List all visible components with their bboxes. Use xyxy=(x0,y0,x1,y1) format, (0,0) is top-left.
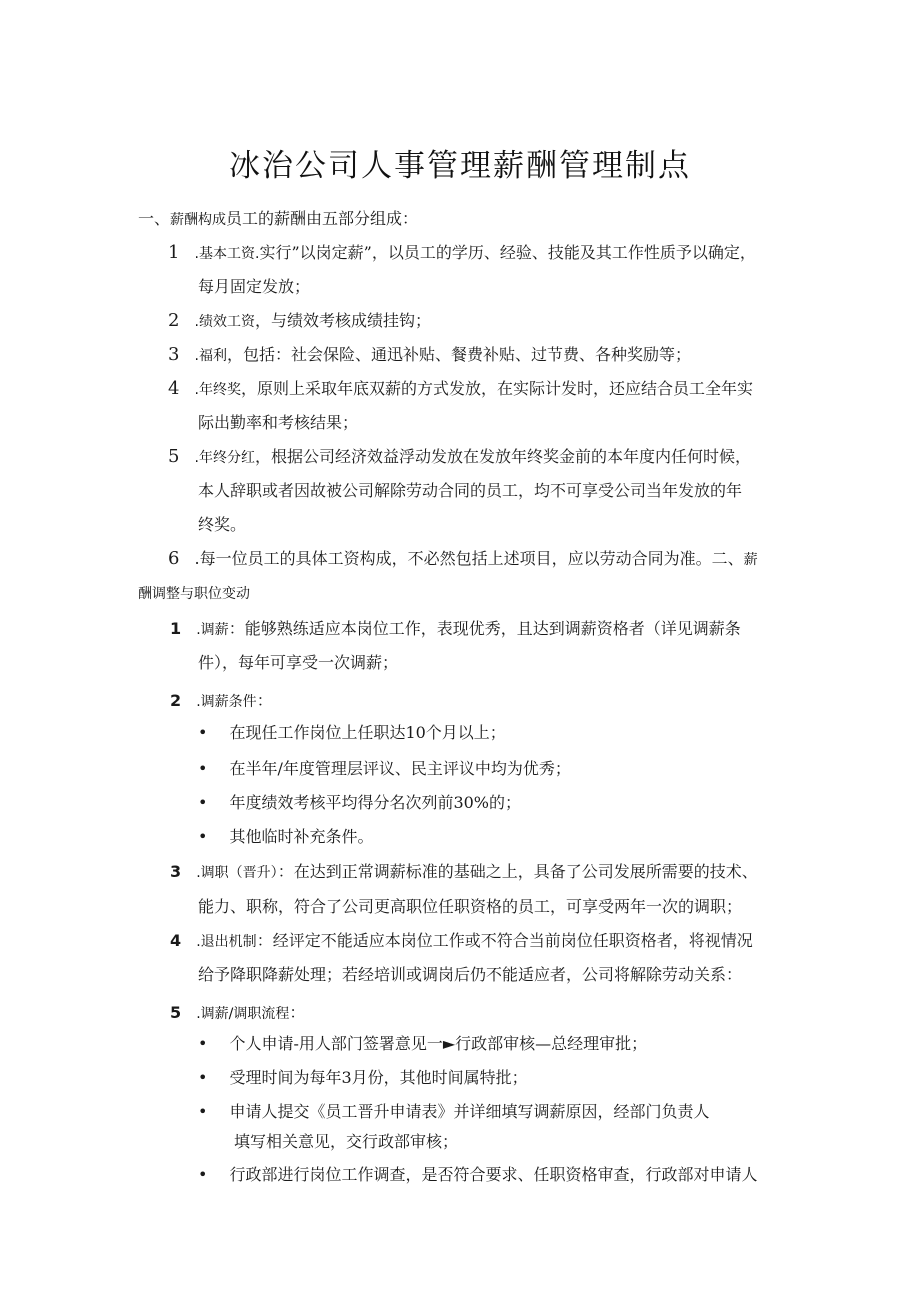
condition-item xyxy=(198,792,521,814)
s2-item-2-text: ： xyxy=(256,691,273,710)
s2-item-5-number: 5 xyxy=(170,1003,182,1022)
s1-item-5 xyxy=(168,446,751,469)
s1-item-1-cont-1: 每月固定发放； xyxy=(198,277,311,296)
section-1-prefix: 一、 xyxy=(138,209,171,228)
s1-item-5-cont-1: 本人辞职或者因故被公司解除劳动合同的员工，均不可享受公司当年发放的年 xyxy=(198,481,743,500)
s1-item-1 xyxy=(168,242,756,265)
s1-item-1-label: .基本工资. xyxy=(194,246,260,262)
process-item xyxy=(198,1067,528,1089)
condition-text: 其他临时补充条件。 xyxy=(229,827,374,846)
section-1-intro: 员工的薪酬由五部分组成： xyxy=(226,209,419,228)
condition-item xyxy=(198,826,373,848)
s2-item-2-number: 2 xyxy=(170,691,182,710)
s1-item-5-number: 5 xyxy=(168,446,180,467)
s2-item-4-text: ：经评定不能适应本岗位工作或不符合当前岗位任职资格者，将视情况 xyxy=(256,931,753,950)
s1-item-6-text: .每一位员工的具体工资构成，不必然包括上述项目，应以劳动合同为准。二、 xyxy=(194,549,744,568)
s2-item-3-cont-1: 能力、职称，符合了公司更高职位任职资格的员工，可享受两年一次的调职； xyxy=(198,897,743,916)
s1-item-5-text: ，根据公司经济效益浮动发放在发放年终奖金前的本年度内任何时候， xyxy=(255,447,752,466)
condition-text: 在半年/年度管理层评议、民主评议中均为优秀； xyxy=(229,759,571,778)
section-1-heading xyxy=(138,208,418,231)
process-item xyxy=(198,1101,709,1123)
bullet-icon: • xyxy=(198,827,208,846)
s2-item-2 xyxy=(170,690,273,713)
s1-item-4-cont-1: 际出勤率和考核结果； xyxy=(198,413,359,432)
bullet-icon: • xyxy=(198,723,208,742)
condition-item xyxy=(198,758,571,780)
s1-item-3-label: .福利 xyxy=(194,348,227,364)
s1-item-1-number: 1 xyxy=(168,242,180,263)
s1-item-6-number: 6 xyxy=(168,548,180,569)
s2-item-2-label: .调薪条件 xyxy=(196,694,257,710)
process-item xyxy=(198,1164,757,1186)
process-text: 行政部进行岗位工作调查，是否符合要求、任职资格审查，行政部对申请人 xyxy=(229,1165,758,1184)
bullet-icon: • xyxy=(198,1034,208,1053)
s2-item-4 xyxy=(170,930,753,953)
s1-item-2 xyxy=(168,310,431,333)
s1-item-4-label: .年终奖 xyxy=(194,382,241,398)
s2-item-3-number: 3 xyxy=(170,862,182,881)
bullet-icon: • xyxy=(198,1102,208,1121)
bullet-icon: • xyxy=(198,759,208,778)
s2-item-4-label: .退出机制 xyxy=(196,934,257,950)
s2-item-3-label: .调职（晋升） xyxy=(196,865,278,881)
s2-item-3 xyxy=(170,861,758,884)
s2-item-4-number: 4 xyxy=(170,931,182,950)
s2-item-1-text: ：能够熟练适应本岗位工作，表现优秀，且达到调薪资格者（详见调薪条 xyxy=(228,619,741,638)
process-item-cont: 填写相关意见，交行政部审核； xyxy=(234,1132,459,1151)
process-text: 个人申请-用人部门签署意见一►行政部审核—总经理审批； xyxy=(229,1034,648,1053)
s1-item-1-text: 实行”以岗定薪”，以员工的学历、经验、技能及其工作性质予以确定， xyxy=(259,243,756,262)
s1-item-3-number: 3 xyxy=(168,344,180,365)
s2-item-4-cont-1: 给予降职降薪处理；若经培训或调岗后仍不能适应者，公司将解除劳动关系： xyxy=(198,965,743,984)
condition-text: 在现任工作岗位上任职达10个月以上； xyxy=(229,723,506,742)
s2-item-1 xyxy=(170,618,741,641)
process-text: 申请人提交《员工晋升申请表》并详细填写调薪原因，经部门负责人 xyxy=(229,1102,710,1121)
s1-item-6-trail: 薪 xyxy=(743,552,758,568)
s2-item-3-text: ：在达到正常调薪标准的基础之上，具备了公司发展所需要的技术、 xyxy=(277,862,758,881)
condition-text: 年度绩效考核平均得分名次列前30%的； xyxy=(229,793,522,812)
s2-item-1-label: .调薪 xyxy=(196,622,229,638)
bullet-icon: • xyxy=(198,1068,208,1087)
s2-item-5-text: ： xyxy=(289,1003,306,1022)
s1-item-4-number: 4 xyxy=(168,378,180,399)
s1-item-3 xyxy=(168,344,691,367)
s1-item-4 xyxy=(168,378,753,401)
s1-item-2-text: ，与绩效考核成绩挂钩； xyxy=(255,311,432,330)
process-item xyxy=(198,1033,647,1055)
s1-item-2-number: 2 xyxy=(168,310,180,331)
bullet-icon: • xyxy=(198,1165,208,1184)
bullet-icon: • xyxy=(198,793,208,812)
s2-item-1-number: 1 xyxy=(170,619,182,638)
s1-item-3-text: ，包括：社会保险、通迅补贴、餐费补贴、过节费、各种奖励等； xyxy=(227,345,692,364)
s1-item-2-label: .绩效工资 xyxy=(194,314,255,330)
s2-item-1-cont-1: 件），每年可享受一次调薪； xyxy=(198,653,399,672)
s1-item-5-label: .年终分红 xyxy=(194,450,255,466)
s1-item-6 xyxy=(168,548,758,571)
page-title: 冰治公司人事管理薪酬管理制点 xyxy=(229,148,691,184)
s2-item-5 xyxy=(170,1002,305,1025)
s2-item-5-label: .调薪/调职流程 xyxy=(196,1006,290,1022)
section-1-title: 薪酬构成 xyxy=(170,212,227,228)
condition-item xyxy=(198,722,506,744)
s1-item-4-text: ，原则上采取年底双薪的方式发放，在实际计发时，还应结合员工全年实 xyxy=(241,379,754,398)
section-2-heading: 酬调整与职位变动 xyxy=(138,586,250,602)
s1-item-5-cont-2: 终奖。 xyxy=(198,515,247,534)
process-text: 受理时间为每年3月份，其他时间属特批； xyxy=(229,1068,528,1087)
